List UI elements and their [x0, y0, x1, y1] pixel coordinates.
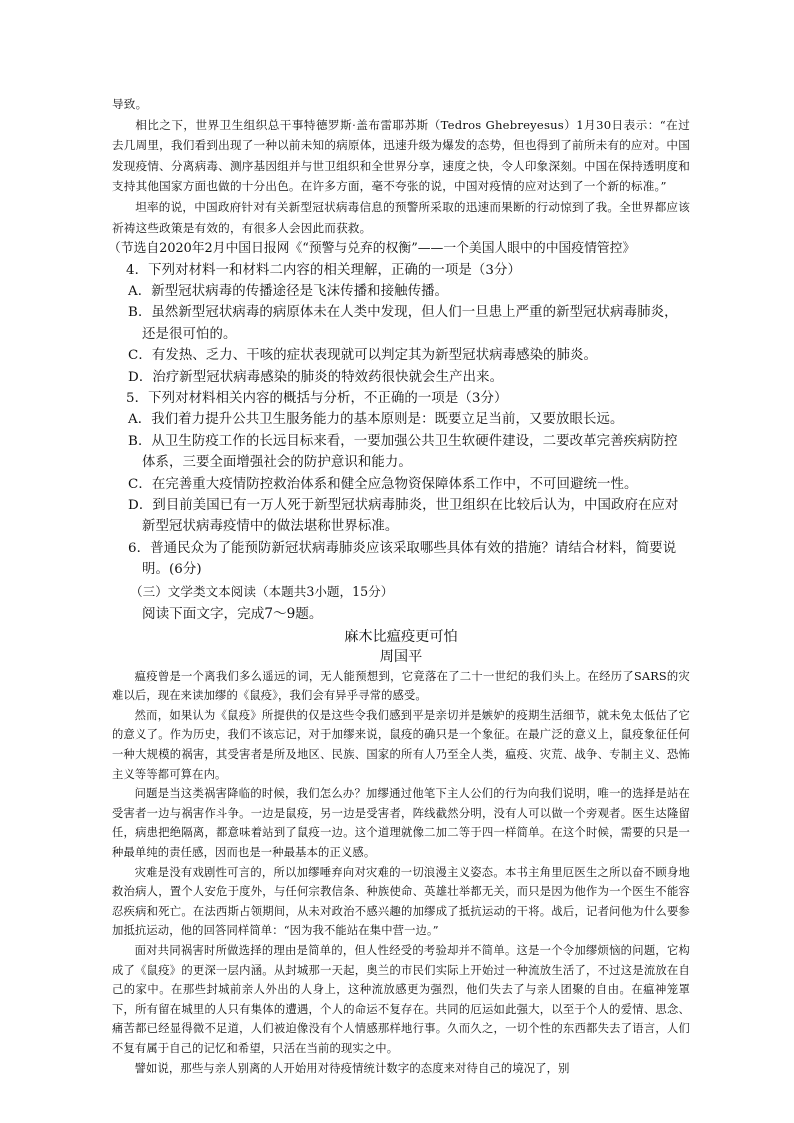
reading-passage-top [112, 94, 690, 238]
essay-paragraph: 瘟疫曾是一个离我们多么遥远的词，无人能预想到，它竟落在了二十一世纪的我们头上。在经历了SARS的灾难以后，现在来读加缪的《鼠疫》，我们会有异乎寻常的感受。 [112, 669, 690, 703]
question-4 [112, 260, 690, 388]
question-option: C．在完善重大疫情防控救治体系和健全应急物资保障体系工作中，不可回避统一性。 [128, 476, 638, 492]
question-option: D．治疗新型冠状病毒感染的肺炎的特效药很快就会生产出来。 [128, 369, 504, 385]
source-note: （节选自2020年2月中国日报网《“预警与兑弃的权衡”——一个美国人眼中的中国疫情管控》 [108, 241, 636, 257]
question-stem: 6．普通民众为了能预防新冠状病毒肺炎应该采取哪些具体有效的措施？请结合材料，简要说明。(6分) [128, 540, 677, 578]
essay-paragraph: 问题是当这类祸害降临的时候，我们怎么办？加缪通过他笔下主人公们的行为向我们说明，唯一的选择是站在受害者一边与祸害作斗争。一边是鼠疫，另一边是受害者，阵线截然分明，没有人可以做一个旁观者。医生达隆留任，病患把绝隔离，都意味着站到了鼠疫一边。这个道理就像二加二等于四一样简单。在这个时候，需要的只是一种最单纯的责任感，因而也是一种最基本的正义感。 [112, 787, 690, 859]
question-stem: 5．下列对材料相关内容的概括与分析，不正确的一项是（3分） [126, 391, 508, 406]
question-6 [112, 538, 690, 581]
question-option: A．新型冠状病毒的传播途径是飞沫传播和接触传播。 [128, 283, 449, 299]
passage-line-fragment: 导致。 [112, 97, 148, 111]
passage-paragraph-frank: 坦率的说，中国政府针对有关新型冠状病毒信息的预警所采取的迅速而果断的行动惊到了我。全世界都应该祈祷这些政策是有效的，有很多人会因此而获救。 [112, 199, 690, 235]
question-option: A．我们着力提升公共卫生服务能力的基本原则是：既要立足当前，又要放眼长远。 [128, 412, 624, 428]
essay-body [112, 667, 690, 1078]
essay-paragraph: 灾难是没有戏剧性可言的，所以加缪唾弃向对灾难的一切浪漫主义姿态。本书主角里厄医生之所以奋不顾身地救治病人，置个人安危于度外，与任何宗教信条、种族使命、英雄壮举都无关，而只是因为他作为一个医生不能容忍疾病和死亡。在法西斯占领期间，从未对政治不感兴趣的加缪成了抵抗运动的干将。战后，记者问他为什么要参加抵抗运动，他的回答同样简单：“因为我不能站在集中营一边。” [112, 865, 690, 938]
essay-title: 麻木比瘟疫更可怕 [344, 628, 458, 645]
question-option: D．到目前美国已有一万人死于新型冠状病毒肺炎，世卫组织在比较后认为，中国政府在应对新型冠状病毒疫情中的做法堪称世界标准。 [128, 498, 679, 535]
passage-paragraph-who: 相比之下，世界卫生组织总干事特德罗斯·盖布雷耶苏斯（Tedros Ghebreyesus）1月30日表示：“在过去几周里，我们看到出现了一种以前未知的病原体，迅速升级为爆发的态势，但也得到了前所未有的应对。中国发现疫情、分离病毒、测序基因组并与世卫组织和全世界分享，速度之快，令人印象深刻。中国在保持透明度和支持其他国家方面也做的十分出色。在许多方面，毫不夸张的说，中国对疫情的应对达到了一个新的标准。” [112, 117, 690, 194]
essay-paragraph: 面对共同祸害时所做选择的理由是简单的，但人性经受的考验却并不简单。这是一个令加缪烦恼的问题，它构成了《鼠疫》的更深一层内涵。从封城那一天起，奥兰的市民们实际上开始过一种流放生活了，不过这是流放在自己的家中。在那些封城前亲人外出的人身上，这种流放感更为强烈，他们失去了与亲人团聚的自由。在瘟神笼罩下，所有留在城里的人只有集体的遭遇，个人的命运不复存在。共同的厄运如此强大，以至于个人的爱情、思念、痛苦都已经显得微不足道，人们被迫像没有个人情感那样地行事。久而久之，一切个性的东西都失去了语言，人们不复有属于自己的记忆和希望，只活在当前的现实之中。 [112, 943, 690, 1055]
essay-paragraph: 然而，如果认为《鼠疫》所提供的仅是这些令我们感到平是亲切并是嫉妒的疫期生活细节，就未免太低估了它的意义了。作为历史，我们不该忘记，对于加缪来说，鼠疫的确只是一个象征。在最广泛的意义上，鼠疫象征任何一种大规模的祸害，其受害者是所及地区、民族、国家的所有人乃至全人类，瘟疫、灾荒、战争、专制主义、恐怖主义等等都可算在内。 [112, 708, 690, 781]
question-option: C．有发热、乏力、干咳的症状表现就可以判定其为新型冠状病毒感染的肺炎。 [128, 348, 598, 364]
reading-instruction: 阅读下面文字，完成7～9题。 [142, 605, 323, 622]
question-stem: 4．下列对材料一和材料二内容的相关理解，正确的一项是（3分） [126, 262, 521, 278]
section-heading: （三）文学类文本阅读（本题共3小题，15分） [130, 583, 394, 599]
essay-paragraph: 譬如说，那些与亲人别离的人开始用对待疫情统计数字的态度来对待自己的境况了，别 [134, 1061, 570, 1075]
question-5 [112, 388, 690, 538]
question-option: B．虽然新型冠状病毒的病原体未在人类中发现，但人们一旦患上严重的新型冠状病毒肺炎，还是很可怕的。 [128, 305, 678, 342]
question-option: B．从卫生防疫工作的长远目标来看，一要加强公共卫生软硬件建设，二要改革完善疾病防控体系，三要全面增强社会的防护意识和能力。 [128, 433, 678, 471]
essay-author: 周国平 [379, 648, 423, 665]
document-page [108, 94, 690, 1078]
